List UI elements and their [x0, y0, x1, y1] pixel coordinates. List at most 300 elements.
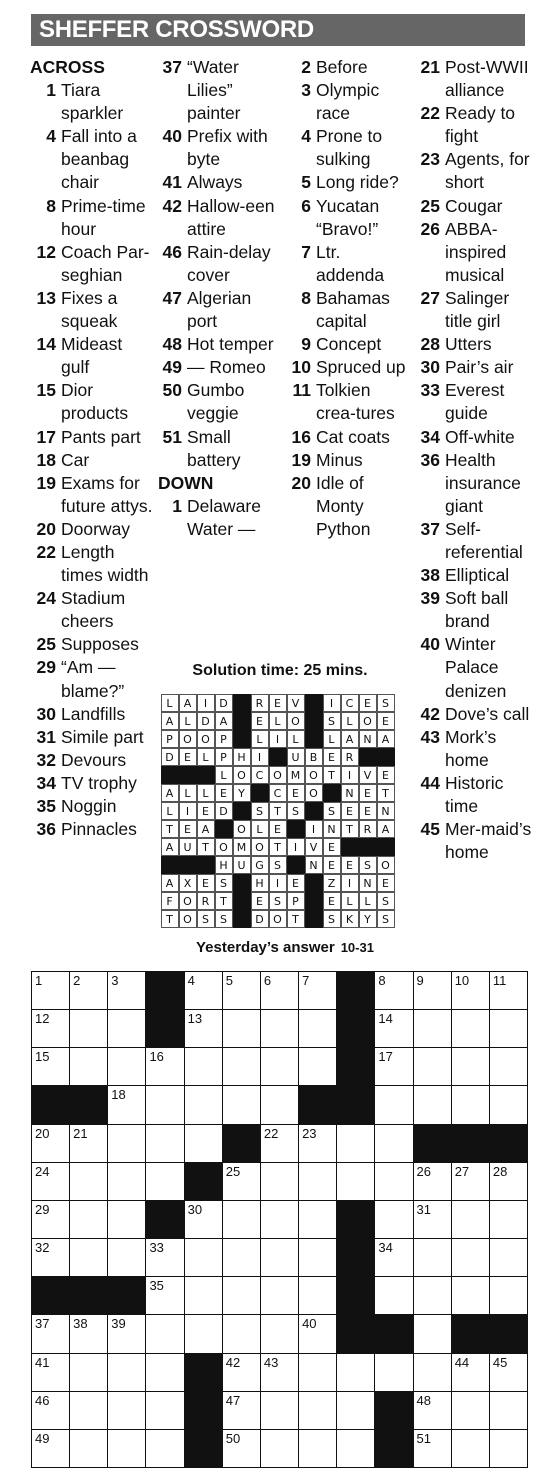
solution-letter: E — [251, 892, 269, 910]
grid-cell[interactable] — [107, 1200, 146, 1239]
grid-cell[interactable] — [413, 1085, 452, 1124]
grid-cell[interactable] — [69, 1391, 108, 1430]
clue-col4-34[interactable] — [414, 426, 539, 449]
solution-letter: S — [251, 802, 269, 820]
solution-black-square — [197, 766, 215, 784]
grid-cell-number: 4 — [187, 973, 195, 988]
grid-cell[interactable] — [31, 971, 70, 1010]
grid-cell[interactable] — [374, 1009, 413, 1048]
grid-cell[interactable] — [260, 1429, 299, 1468]
grid-cell[interactable] — [31, 1200, 70, 1239]
clue-text: Dove’s call — [445, 703, 530, 724]
solution-letter: O — [269, 766, 287, 784]
solution-black-square — [323, 784, 341, 802]
grid-cell[interactable] — [31, 1162, 70, 1201]
grid-cell[interactable] — [451, 1353, 490, 1392]
grid-cell[interactable] — [413, 1200, 452, 1239]
grid-cell[interactable] — [222, 1200, 261, 1239]
grid-cell[interactable] — [184, 1276, 223, 1315]
grid-cell[interactable] — [145, 1276, 184, 1315]
grid-cell[interactable] — [298, 1162, 337, 1201]
grid-cell[interactable] — [298, 1276, 337, 1315]
grid-cell[interactable] — [145, 1047, 184, 1086]
solution-letter: T — [161, 910, 179, 928]
grid-cell[interactable] — [184, 1085, 223, 1124]
grid-cell[interactable] — [31, 1047, 70, 1086]
crossword-grid[interactable] — [31, 971, 527, 1467]
grid-cell-number: 6 — [263, 973, 272, 988]
clue-text: Mer-maid’s home — [445, 819, 532, 863]
grid-cell[interactable] — [222, 1276, 261, 1315]
grid-cell[interactable] — [298, 1238, 337, 1277]
grid-cell[interactable] — [298, 1391, 337, 1430]
grid-cell[interactable] — [413, 1429, 452, 1468]
clue-col1-32[interactable] — [30, 749, 155, 772]
grid-cell[interactable] — [298, 1047, 337, 1086]
clue-col4-25[interactable] — [414, 195, 539, 218]
grid-cell[interactable] — [374, 1200, 413, 1239]
grid-cell[interactable] — [145, 1238, 184, 1277]
solution-letter: L — [323, 730, 341, 748]
solution-letter: N — [341, 784, 359, 802]
grid-cell[interactable] — [31, 1124, 70, 1163]
grid-cell[interactable] — [145, 1429, 184, 1468]
solution-letter: O — [233, 766, 251, 784]
clue-text: Always — [187, 172, 243, 193]
clue-text: Health insurance giant — [445, 449, 521, 516]
clue-text: Car — [61, 449, 90, 470]
clue-number: 41 — [162, 172, 182, 193]
solution-letter: S — [197, 910, 215, 928]
clue-col1-13[interactable] — [30, 287, 155, 333]
grid-cell[interactable] — [489, 1429, 528, 1468]
clue-col2-across-46[interactable] — [156, 241, 282, 287]
grid-cell[interactable] — [145, 1162, 184, 1201]
grid-cell[interactable] — [413, 1353, 452, 1392]
clue-col3-9[interactable] — [285, 333, 407, 356]
clue-number: 22 — [420, 103, 440, 124]
clue-number: 19 — [291, 449, 311, 470]
grid-cell[interactable] — [374, 1047, 413, 1086]
grid-cell[interactable] — [260, 1085, 299, 1124]
clues-column-3 — [285, 56, 407, 541]
clue-col4-36[interactable] — [414, 449, 539, 518]
clue-col4-40[interactable] — [414, 633, 539, 702]
clue-number: 34 — [36, 772, 56, 793]
clue-col1-15[interactable] — [30, 379, 155, 425]
clue-col3-20[interactable] — [285, 472, 407, 541]
solution-letter: E — [323, 838, 341, 856]
clue-col1-12[interactable] — [30, 241, 155, 287]
grid-cell[interactable] — [489, 1238, 528, 1277]
clue-col1-20[interactable] — [30, 518, 155, 541]
clue-text: Utters — [445, 334, 492, 355]
grid-cell[interactable] — [69, 1162, 108, 1201]
grid-cell[interactable] — [222, 971, 261, 1010]
clue-text: Dior products — [61, 380, 129, 424]
grid-cell[interactable] — [184, 1200, 223, 1239]
grid-cell[interactable] — [184, 1009, 223, 1048]
clue-col2-across-50[interactable] — [156, 379, 282, 425]
grid-cell[interactable] — [31, 1009, 70, 1048]
grid-cell[interactable] — [298, 1314, 337, 1353]
grid-cell[interactable] — [184, 1047, 223, 1086]
clue-text: Spruced up — [316, 357, 406, 378]
clue-col4-23[interactable] — [414, 148, 539, 194]
clue-col2-across-42[interactable] — [156, 195, 282, 241]
solution-time: Solution time: 25 mins. — [192, 662, 368, 679]
grid-cell[interactable] — [451, 1200, 490, 1239]
clue-col4-38[interactable] — [414, 564, 539, 587]
grid-cell[interactable] — [69, 1124, 108, 1163]
clue-col4-42[interactable] — [414, 703, 539, 726]
clue-col3-6[interactable] — [285, 195, 407, 241]
grid-cell[interactable] — [413, 971, 452, 1010]
grid-cell[interactable] — [69, 1429, 108, 1468]
grid-cell[interactable] — [489, 1162, 528, 1201]
grid-cell-number: 31 — [416, 1201, 431, 1217]
grid-cell[interactable] — [31, 1391, 70, 1430]
grid-cell[interactable] — [374, 1276, 413, 1315]
solution-letter: S — [377, 694, 395, 712]
clue-col3-10[interactable] — [285, 356, 407, 379]
grid-cell[interactable] — [298, 971, 337, 1010]
solution-black-square — [161, 766, 179, 784]
grid-cell[interactable] — [413, 1314, 452, 1353]
solution-letter: O — [269, 910, 287, 928]
grid-cell[interactable] — [31, 1238, 70, 1277]
clue-number: 4 — [46, 126, 56, 147]
grid-cell[interactable] — [145, 1085, 184, 1124]
grid-cell[interactable] — [260, 1124, 299, 1163]
clue-text: Simile part — [61, 726, 144, 747]
solution-letter: U — [233, 856, 251, 874]
grid-cell-number: 48 — [416, 1392, 431, 1408]
grid-cell[interactable] — [451, 1162, 490, 1201]
grid-black-square — [336, 1085, 375, 1124]
clue-text: Olympic race — [316, 80, 380, 124]
clue-col1-25[interactable] — [30, 633, 155, 656]
grid-cell-number: 47 — [225, 1392, 241, 1408]
clue-col4-26[interactable] — [414, 218, 539, 287]
clue-col2-across-37[interactable] — [156, 56, 282, 125]
clue-text: “Water Lilies” painter — [187, 57, 241, 124]
clue-col4-37[interactable] — [414, 518, 539, 564]
grid-cell[interactable] — [374, 971, 413, 1010]
clue-col3-5[interactable] — [285, 171, 407, 194]
clue-col1-34[interactable] — [30, 772, 155, 795]
grid-cell[interactable] — [31, 1353, 70, 1392]
grid-cell[interactable] — [451, 1085, 490, 1124]
grid-cell[interactable] — [451, 1238, 490, 1277]
grid-cell[interactable] — [107, 1391, 146, 1430]
grid-cell[interactable] — [107, 1353, 146, 1392]
clue-col1-1[interactable] — [30, 79, 155, 125]
clue-text: Mideast gulf — [61, 334, 123, 378]
grid-cell[interactable] — [374, 1124, 413, 1163]
grid-cell[interactable] — [298, 1200, 337, 1239]
grid-cell[interactable] — [107, 1009, 146, 1048]
grid-cell[interactable] — [145, 1124, 184, 1163]
grid-cell[interactable] — [222, 1009, 261, 1048]
grid-cell[interactable] — [184, 1124, 223, 1163]
solution-letter: E — [251, 712, 269, 730]
clue-col3-2[interactable] — [285, 56, 407, 79]
clue-col1-35[interactable] — [30, 795, 155, 818]
clue-number: 36 — [420, 449, 440, 470]
clue-col2-across-47[interactable] — [156, 287, 282, 333]
solution-letter: L — [161, 802, 179, 820]
clue-col2-across-51[interactable] — [156, 426, 282, 472]
clue-number: 27 — [420, 287, 440, 308]
solution-letter: O — [215, 838, 233, 856]
grid-cell[interactable] — [336, 1429, 375, 1468]
grid-cell[interactable] — [260, 1276, 299, 1315]
solution-letter: A — [197, 820, 215, 838]
grid-cell[interactable] — [69, 971, 108, 1010]
grid-cell[interactable] — [489, 1200, 528, 1239]
grid-cell[interactable] — [260, 1200, 299, 1239]
clue-col2-across-40[interactable] — [156, 125, 282, 171]
solution-black-square — [233, 874, 251, 892]
grid-black-square — [489, 1124, 528, 1163]
grid-cell-number: 45 — [492, 1354, 508, 1370]
grid-cell[interactable] — [451, 1276, 490, 1315]
clue-text: Length times width — [61, 541, 149, 586]
grid-cell[interactable] — [222, 1314, 261, 1353]
grid-cell[interactable] — [451, 971, 490, 1010]
grid-cell[interactable] — [260, 1047, 299, 1086]
clue-col4-21[interactable] — [414, 56, 539, 102]
grid-cell[interactable] — [69, 1238, 108, 1277]
grid-cell[interactable] — [374, 1238, 413, 1277]
grid-cell[interactable] — [413, 1276, 452, 1315]
grid-cell-number: 10 — [454, 973, 470, 988]
grid-black-square — [336, 1200, 375, 1239]
grid-cell[interactable] — [260, 1353, 299, 1392]
clue-col4-44[interactable] — [414, 772, 539, 818]
clue-col2-across-41[interactable] — [156, 171, 282, 194]
solution-letter: U — [287, 748, 305, 766]
grid-cell-number: 11 — [492, 973, 507, 988]
grid-black-square — [184, 1429, 223, 1468]
grid-cell[interactable] — [374, 1085, 413, 1124]
clue-number: 39 — [420, 588, 440, 609]
grid-cell[interactable] — [298, 1429, 337, 1468]
clue-col1-22[interactable] — [30, 541, 155, 587]
clue-col1-18[interactable] — [30, 449, 155, 472]
clue-col1-30[interactable] — [30, 703, 155, 726]
clue-text: Idle of Monty Python — [316, 472, 371, 539]
clue-col1-8[interactable] — [30, 195, 155, 241]
clue-col4-27[interactable] — [414, 287, 539, 333]
grid-cell[interactable] — [336, 1162, 375, 1201]
clue-col1-24[interactable] — [30, 587, 155, 633]
grid-cell[interactable] — [489, 1353, 528, 1392]
grid-cell[interactable] — [107, 1314, 146, 1353]
solution-letter: I — [305, 820, 323, 838]
grid-cell[interactable] — [336, 1124, 375, 1163]
grid-cell[interactable] — [260, 1314, 299, 1353]
grid-cell[interactable] — [184, 971, 223, 1010]
solution-black-square — [305, 694, 323, 712]
grid-cell[interactable] — [451, 1429, 490, 1468]
solution-letter: G — [251, 856, 269, 874]
solution-letter: O — [179, 892, 197, 910]
grid-black-square — [107, 1276, 146, 1315]
clue-col2-across-48[interactable] — [156, 333, 282, 356]
solution-letter: D — [215, 694, 233, 712]
grid-cell[interactable] — [145, 1353, 184, 1392]
grid-cell[interactable] — [489, 1085, 528, 1124]
grid-cell-number: 29 — [35, 1201, 50, 1217]
clue-col1-29[interactable] — [30, 656, 155, 702]
clue-col1-4[interactable] — [30, 125, 155, 194]
clue-text: Pants part — [61, 426, 141, 447]
clue-col3-4[interactable] — [285, 125, 407, 171]
grid-cell[interactable] — [260, 971, 299, 1010]
grid-cell[interactable] — [260, 1009, 299, 1048]
clue-col4-45[interactable] — [414, 818, 539, 864]
solution-letter: S — [215, 874, 233, 892]
clue-col4-28[interactable] — [414, 333, 539, 356]
grid-cell-number: 49 — [35, 1430, 50, 1446]
solution-black-square — [197, 856, 215, 874]
grid-cell[interactable] — [413, 1162, 452, 1201]
grid-cell[interactable] — [451, 1047, 490, 1086]
grid-cell[interactable] — [489, 1009, 528, 1048]
grid-cell[interactable] — [413, 1238, 452, 1277]
grid-cell[interactable] — [260, 1238, 299, 1277]
solution-letter: O — [377, 856, 395, 874]
grid-cell[interactable] — [222, 1391, 261, 1430]
clue-col3-7[interactable] — [285, 241, 407, 287]
grid-cell[interactable] — [489, 971, 528, 1010]
clue-col2-down-1[interactable] — [156, 495, 282, 541]
solution-letter: H — [233, 748, 251, 766]
clue-number: 1 — [172, 495, 182, 516]
solution-letter: O — [179, 730, 197, 748]
solution-letter: A — [161, 874, 179, 892]
grid-cell[interactable] — [298, 1124, 337, 1163]
grid-cell[interactable] — [107, 1238, 146, 1277]
grid-cell[interactable] — [489, 1047, 528, 1086]
grid-black-square — [222, 1124, 261, 1163]
clue-col1-17[interactable] — [30, 426, 155, 449]
clue-col4-39[interactable] — [414, 587, 539, 633]
clue-col3-16[interactable] — [285, 426, 407, 449]
grid-cell[interactable] — [260, 1391, 299, 1430]
grid-cell[interactable] — [336, 1353, 375, 1392]
grid-cell[interactable] — [222, 1047, 261, 1086]
grid-cell[interactable] — [107, 1162, 146, 1201]
grid-cell[interactable] — [184, 1238, 223, 1277]
solution-letter: H — [251, 874, 269, 892]
clue-col3-19[interactable] — [285, 449, 407, 472]
grid-cell[interactable] — [69, 1200, 108, 1239]
grid-cell-number: 20 — [35, 1125, 50, 1141]
grid-cell[interactable] — [298, 1009, 337, 1048]
grid-cell[interactable] — [69, 1047, 108, 1086]
clue-col3-11[interactable] — [285, 379, 407, 425]
grid-cell[interactable] — [31, 1314, 70, 1353]
grid-cell[interactable] — [374, 1162, 413, 1201]
clue-number: 22 — [36, 541, 56, 562]
grid-cell[interactable] — [69, 1009, 108, 1048]
grid-cell-number: 30 — [187, 1201, 203, 1217]
grid-cell-number: 51 — [416, 1430, 431, 1446]
grid-cell[interactable] — [107, 971, 146, 1010]
clue-col1-36[interactable] — [30, 818, 155, 841]
clue-col3-8[interactable] — [285, 287, 407, 333]
solution-black-square — [305, 874, 323, 892]
grid-cell[interactable] — [69, 1314, 108, 1353]
grid-cell[interactable] — [451, 1009, 490, 1048]
grid-cell[interactable] — [489, 1276, 528, 1315]
grid-cell[interactable] — [222, 1429, 261, 1468]
clue-number: 37 — [420, 518, 440, 539]
clue-number: 19 — [36, 472, 56, 493]
clue-col4-22[interactable] — [414, 102, 539, 148]
clue-col4-33[interactable] — [414, 379, 539, 425]
clue-col1-14[interactable] — [30, 333, 155, 379]
solution-black-square — [305, 712, 323, 730]
grid-cell[interactable] — [336, 1391, 375, 1430]
grid-black-square — [374, 1391, 413, 1430]
grid-cell[interactable] — [298, 1353, 337, 1392]
grid-cell[interactable] — [107, 1047, 146, 1086]
solution-letter: L — [215, 766, 233, 784]
solution-letter: I — [269, 874, 287, 892]
solution-letter: O — [359, 712, 377, 730]
grid-cell[interactable] — [489, 1391, 528, 1430]
grid-cell[interactable] — [260, 1162, 299, 1201]
grid-cell[interactable] — [374, 1353, 413, 1392]
solution-letter: I — [341, 874, 359, 892]
clue-col1-31[interactable] — [30, 726, 155, 749]
grid-cell[interactable] — [222, 1162, 261, 1201]
grid-cell[interactable] — [222, 1353, 261, 1392]
clue-col1-19[interactable] — [30, 472, 155, 518]
clue-number: 7 — [301, 241, 311, 262]
grid-cell[interactable] — [413, 1009, 452, 1048]
grid-cell[interactable] — [222, 1085, 261, 1124]
solution-letter: L — [251, 730, 269, 748]
clue-col3-3[interactable] — [285, 79, 407, 125]
grid-cell[interactable] — [145, 1314, 184, 1353]
grid-cell[interactable] — [107, 1085, 146, 1124]
grid-cell[interactable] — [184, 1314, 223, 1353]
grid-cell[interactable] — [69, 1353, 108, 1392]
clue-number: 15 — [36, 380, 56, 401]
clue-col4-30[interactable] — [414, 356, 539, 379]
solution-letter: C — [251, 766, 269, 784]
grid-cell[interactable] — [222, 1238, 261, 1277]
grid-cell[interactable] — [413, 1047, 452, 1086]
clue-number: 48 — [162, 334, 182, 355]
clue-number: 8 — [46, 195, 56, 216]
clue-col2-across-49[interactable] — [156, 356, 282, 379]
grid-cell[interactable] — [413, 1391, 452, 1430]
grid-cell[interactable] — [107, 1429, 146, 1468]
grid-cell[interactable] — [145, 1391, 184, 1430]
solution-letter: H — [215, 856, 233, 874]
grid-cell[interactable] — [107, 1124, 146, 1163]
grid-cell[interactable] — [31, 1429, 70, 1468]
clue-col4-43[interactable] — [414, 726, 539, 772]
grid-cell[interactable] — [451, 1391, 490, 1430]
solution-black-square — [233, 712, 251, 730]
